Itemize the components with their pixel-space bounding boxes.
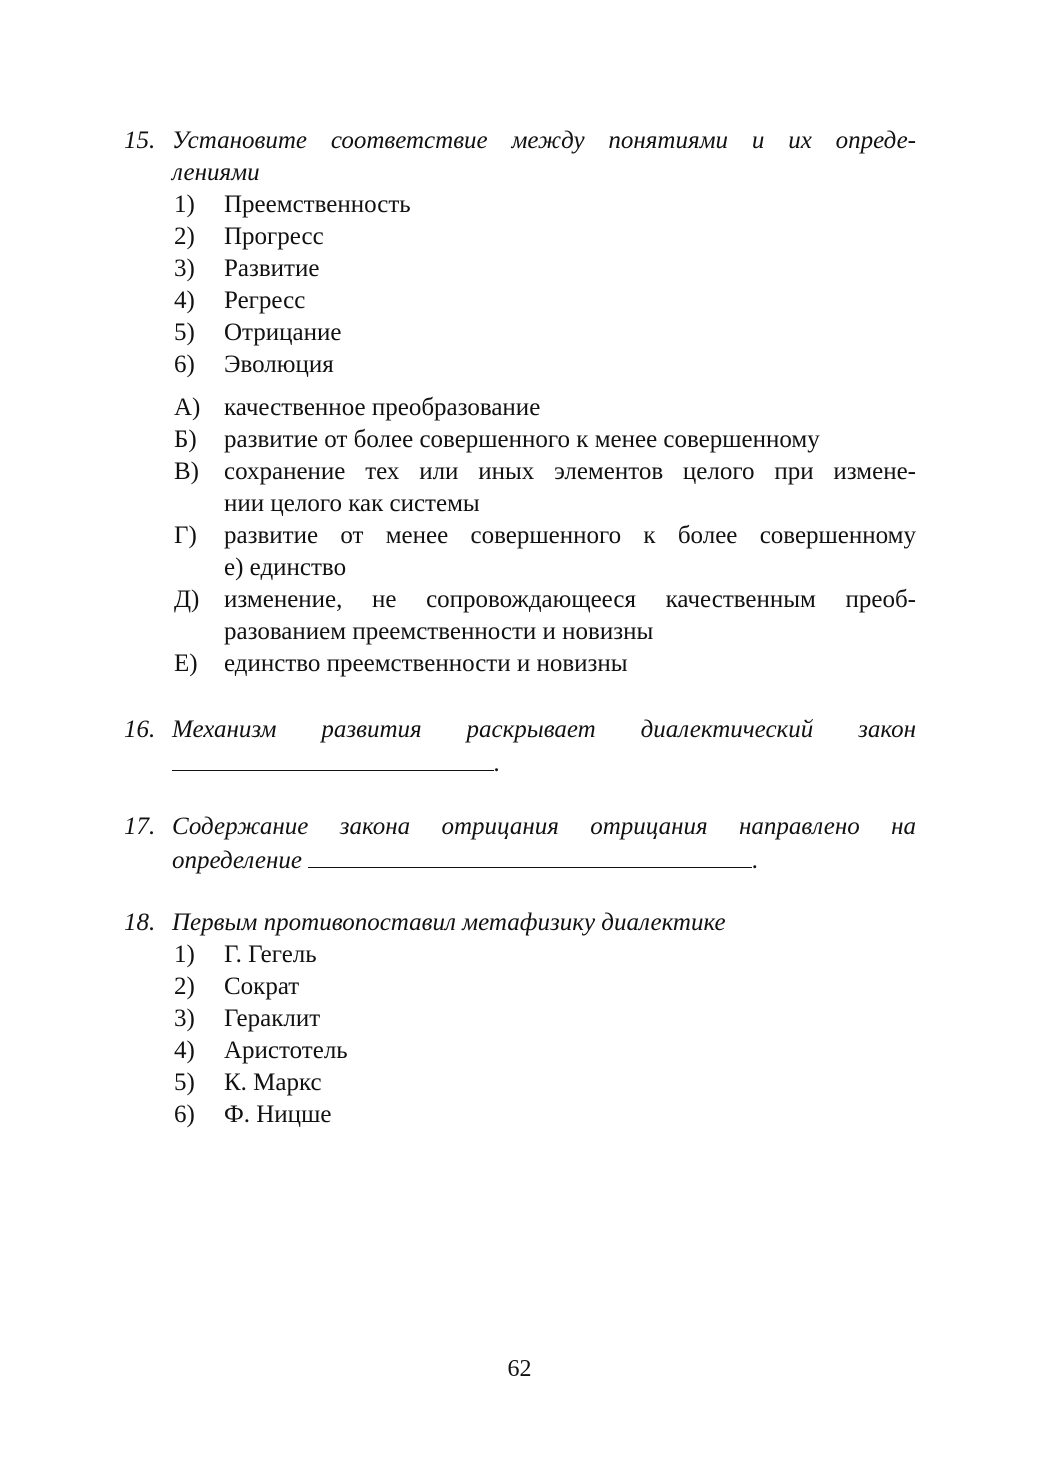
question-15	[124, 125, 916, 680]
question-text: Механизм развития раскрывает диалектический закон	[172, 716, 916, 743]
answer-option[interactable]: 5) К. Маркс	[174, 1069, 322, 1096]
answer-option[interactable]: 1) Г. Гегель	[174, 941, 317, 968]
question-number: 15.	[124, 127, 156, 154]
list-item: Г) развитие от менее совершенного к более совершенному	[174, 522, 916, 549]
question-text-continued: лениями	[172, 159, 260, 186]
list-item: А) качественное преобразование	[174, 394, 541, 421]
list-item: 3) Развитие	[174, 255, 320, 282]
list-item: 6) Эволюция	[174, 351, 334, 378]
question-18	[124, 907, 916, 1131]
answer-option[interactable]: 6) Ф. Ницше	[174, 1101, 332, 1128]
answer-option[interactable]: 2) Сократ	[174, 973, 300, 1000]
list-item-continued: разованием преемственности и новизны	[224, 618, 654, 645]
list-item: Д) изменение, не сопровождающееся качественным преоб-	[174, 586, 916, 613]
list-item: 5) Отрицание	[174, 319, 342, 346]
question-16: 16. Механизм развития раскрывает диалектический закон .	[124, 716, 916, 777]
answer-option[interactable]: 4) Аристотель	[174, 1037, 348, 1064]
question-number: 16.	[124, 716, 156, 743]
list-item: 4) Регресс	[174, 287, 306, 314]
list-item: 1) Преемственность	[174, 191, 411, 218]
question-text: Первым противопоставил метафизику диалектике	[172, 909, 726, 936]
list-item: В) сохранение тех или иных элементов целого при измене-	[174, 458, 916, 485]
page-number: 62	[507, 1356, 532, 1382]
question-number: 18.	[124, 909, 156, 936]
question-text: Содержание закона отрицания отрицания направлено на	[172, 813, 916, 840]
list-item: 2) Прогресс	[174, 223, 324, 250]
list-item-continued: е) единство	[224, 554, 347, 581]
question-text: Установите соответствие между понятиями и их опреде-	[172, 127, 916, 154]
answer-blank[interactable]	[172, 746, 494, 771]
list-item-continued: нии целого как системы	[224, 490, 480, 517]
question-number: 17.	[124, 813, 156, 840]
answer-options	[124, 939, 916, 1131]
answer-blank[interactable]	[308, 843, 752, 868]
question-text-continued: определение	[172, 847, 303, 874]
question-17: 17. Содержание закона отрицания отрицания направлено на определение .	[124, 813, 916, 874]
answer-option[interactable]: 3) Гераклит	[174, 1005, 321, 1032]
list-item: Е) единство преемственности и новизны	[174, 650, 628, 677]
concept-list	[124, 189, 916, 381]
definition-list	[124, 392, 916, 680]
list-item: Б) развитие от более совершенного к менее совершенному	[174, 426, 820, 453]
